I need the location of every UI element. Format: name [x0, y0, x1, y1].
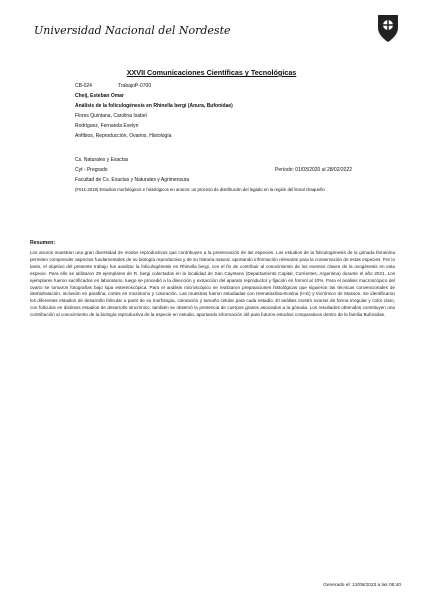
field-periodo: Período: 01/03/2020 al 28/02/2022 [275, 167, 353, 173]
field-value: Análisis de la foliculogénesis en Rhinella bergi (Anura, Bufonidae) [75, 103, 233, 109]
field-value: CB-024 [75, 83, 92, 89]
page-header [0, 0, 423, 70]
field-value: Cyt - Pregrado [75, 167, 108, 173]
generated-timestamp: Generado el: 13/09/2023 a las 08:40 [323, 583, 401, 588]
field-value: Facultad de Cs. Exactas y Naturales y Agrimensura [75, 177, 190, 183]
field-extra-label: Trabajo: [118, 83, 137, 89]
field-value: Rodriguez, Fernanda Evelyn [75, 123, 139, 129]
field-value: Anfibios, Reproducción, Ovarios, Histología [75, 133, 172, 139]
university-name-text: Universidad Nacional del Nordeste [34, 24, 231, 37]
field-value: Cs. Naturales y Exactas [75, 157, 129, 163]
field-extra-value: P-0700 [135, 83, 152, 89]
abstract-label: Resumen: [30, 240, 56, 246]
field-value: Flores Quintana, Carolina Isabel [75, 113, 147, 119]
page-title: XXVII Comunicaciones Científicas y Tecnológicas [126, 68, 297, 77]
abstract-text: Los anuros muestran una gran diversidad de modos reproductivos que contribuyen a la preservación de las especies. Los estudios de la foliculogénesis de la gónada femenina permiten comprender aspectos fundamentales de su biología reproductiva y de su historia natural, aportando información relevante para la conservación de estas especies. Por lo tanto, el objetivo del presente trabajo fue analizar la foliculogénesis en Rhinella bergi, con el fin de contribuir al conocimiento de los eventos claves de la ovogénesis en esta especie. Para ello se utilizaron 29 ejemplares de R. bergi colectados en la localidad de San Cayetano (Departamento Capital, Corrientes, Argentina) durante el año 2021. Los ejemplares fueron sacrificados en laboratorio, luego se procedió a la disección y extracción del aparato reproductor y fijación en formol al 10%. Para el análisis macroscópico del ovario se tomaron fotografías bajo lupa estereoscópica. Para el análisis microscópico se realizaron preparaciones histológicas que siguieron las técnicas convencionales de deshidratación, inclusión en parafina, cortes en micrótomo y coloración. Las muestras fueron estudiadas con Hematoxilina-Eosina (H-E) y tricrómico de Masson. Se identificaron los diferentes estadios de desarrollo folicular a partir de su morfología, coloración y tamaño celular para cada estadio. El análisis mostró ovarios de forma irregular y color claro, con folículos en distintos estadios de desarrollo sincrónico; también se observó la presencia de cuerpos grasos asociados a la gónada. Los resultados obtenidos constituyen una contribución al conocimiento de la biología reproductiva de la especie en estudio, aportando información útil para futuros estudios comparativos dentro de la familia Bufonidae. [30, 250, 395, 318]
field-value: (F011-2018) Estudios morfológicos e histológicos en anuros: un proceso de distribución del legado en la región del litoral chaqueño [75, 187, 325, 192]
field-value: Cheij, Esteban Omar [75, 93, 124, 99]
university-logo-icon [32, 14, 231, 48]
university-shield-icon [375, 12, 401, 44]
